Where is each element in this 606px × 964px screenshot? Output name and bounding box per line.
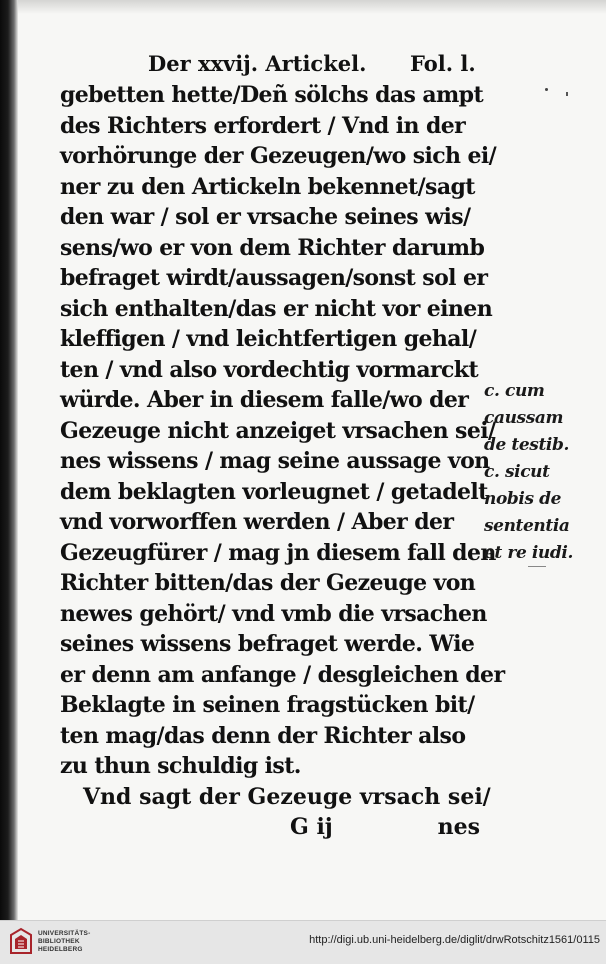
text-line: befraget wirdt/aussagen/sonst sol er <box>60 265 488 291</box>
margin-note-line: caussam <box>484 408 564 428</box>
margin-note-line: c. cum <box>484 381 545 401</box>
permalink-url[interactable]: http://digi.ub.uni-heidelberg.de/diglit/drwRotschitz1561/0115 <box>309 934 600 946</box>
text-line: vorhörunge der Gezeugen/wo sich ei/ <box>60 143 497 169</box>
margin-note-line: nobis de <box>484 489 562 509</box>
text-line: kleffigen / vnd leichtfertigen gehal/ <box>60 326 477 352</box>
text-line: Vnd sagt der Gezeuge vrsach sei/ <box>60 783 491 810</box>
text-line: des Richters erfordert / Vnd in der <box>60 112 466 139</box>
text-line: dem beklagten vorleugnet / getadelt <box>60 478 488 505</box>
text-line: newes gehört/ vnd vmb die vrsachen <box>60 600 487 627</box>
text-line: er denn am anfange / desgleichen der <box>60 661 505 688</box>
text-line: nes wissens / mag seine aussage von <box>60 448 490 474</box>
text-line: seines wissens befraget werde. Wie <box>60 631 475 657</box>
signature-mark: G ij <box>290 814 333 840</box>
library-name-line: BIBLIOTHEK <box>38 938 80 945</box>
text-line: ten / vnd also vordechtig vormarckt <box>60 356 479 383</box>
text-line: gebetten hette/Deñ sölchs das ampt <box>60 82 484 108</box>
marginal-citation <box>484 378 594 567</box>
library-name <box>38 930 90 954</box>
text-line: Gezeugfürer / mag jn diesem fall den <box>60 539 496 566</box>
text-line: vnd vorworffen werden / Aber der <box>60 509 454 535</box>
margin-note-line: sententia <box>484 516 570 536</box>
text-line: den war / sol er vrsache seines wis/ <box>60 204 471 230</box>
paper-speck <box>545 88 548 91</box>
text-line: würde. Aber in diesem falle/wo der <box>60 387 469 413</box>
paper-speck <box>528 566 546 567</box>
margin-note-line: de testib. <box>484 435 569 455</box>
text-line: Beklagte in seinen fragstücken bit/ <box>60 692 475 718</box>
running-header-title: Der xxvij. Artickel. <box>148 51 367 76</box>
catchword: nes <box>437 814 480 840</box>
text-line: ner zu den Artickeln bekennet/sagt <box>60 173 475 200</box>
text-line: Gezeuge nicht anzeiget vrsachen sei/ <box>60 417 496 444</box>
signature-line <box>60 812 480 843</box>
paper-speck <box>566 92 568 96</box>
library-footer-bar <box>0 920 606 964</box>
university-library-logo-icon <box>8 927 34 957</box>
text-line: sich enthalten/das er nicht vor einen <box>60 295 493 322</box>
library-name-line: UNIVERSITÄTS- <box>38 930 91 937</box>
margin-note-line: c. sicut <box>484 462 550 482</box>
text-line: Richter bitten/das der Gezeuge von <box>60 570 476 596</box>
text-line: ten mag/das denn der Richter also <box>60 722 466 749</box>
main-text-block <box>60 80 505 843</box>
margin-note-line: et re iudi. <box>484 543 573 563</box>
text-line: sens/wo er von dem Richter darumb <box>60 234 485 261</box>
library-name-line: HEIDELBERG <box>38 946 83 953</box>
top-edge-shadow <box>18 0 606 14</box>
folio-number: Fol. l. <box>410 51 476 76</box>
text-line: zu thun schuldig ist. <box>60 753 301 779</box>
binding-edge-shadow <box>0 0 18 920</box>
